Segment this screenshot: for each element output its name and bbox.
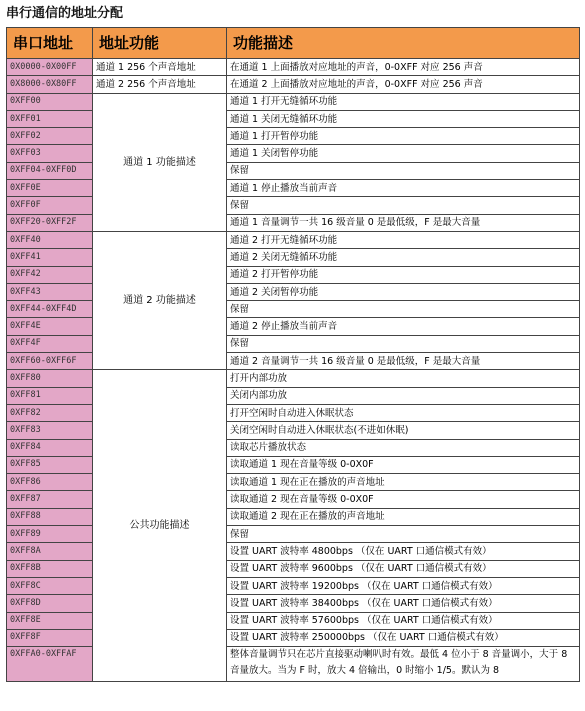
description-cell: 通道 2 停止播放当前声音 <box>227 318 580 335</box>
description-cell: 整体音量调节只在芯片直接驱动喇叭时有效。最低 4 位小于 8 音量调小，大于 8 音量放大。当为 F 时，放大 4 倍输出，0 时缩小 1/5。默认为 8 <box>227 647 580 682</box>
table-row <box>7 647 580 682</box>
table-row <box>7 110 580 127</box>
description-cell: 读取通道 1 现在正在播放的声音地址 <box>227 474 580 491</box>
table-row <box>7 370 580 387</box>
description-cell: 通道 2 关闭暂停功能 <box>227 283 580 300</box>
description-cell: 通道 1 停止播放当前声音 <box>227 180 580 197</box>
address-cell: 0XFF82 <box>7 404 93 421</box>
description-cell: 通道 2 关闭无缝循环功能 <box>227 249 580 266</box>
function-cell: 通道 2 256 个声音地址 <box>93 76 227 93</box>
description-cell: 读取芯片播放状态 <box>227 439 580 456</box>
table-row <box>7 560 580 577</box>
description-cell: 设置 UART 波特率 38400bps （仅在 UART 口通信模式有效） <box>227 595 580 612</box>
description-cell: 读取通道 1 现在音量等级 0-0X0F <box>227 456 580 473</box>
address-table <box>6 27 580 682</box>
table-row <box>7 629 580 646</box>
table-row <box>7 180 580 197</box>
address-cell: 0XFF4E <box>7 318 93 335</box>
table-row <box>7 128 580 145</box>
address-cell: 0XFF8A <box>7 543 93 560</box>
table-row <box>7 93 580 110</box>
description-cell: 设置 UART 波特率 57600bps （仅在 UART 口通信模式有效） <box>227 612 580 629</box>
description-cell: 保留 <box>227 526 580 543</box>
header-function-description: 功能描述 <box>227 28 580 59</box>
table-row <box>7 214 580 231</box>
address-cell: 0XFFA0-0XFFAF <box>7 647 93 682</box>
table-row <box>7 145 580 162</box>
description-cell: 通道 1 音量调节一共 16 级音量 0 是最低级，F 是最大音量 <box>227 214 580 231</box>
address-cell: 0XFF44-0XFF4D <box>7 301 93 318</box>
description-cell: 通道 2 打开暂停功能 <box>227 266 580 283</box>
table-row <box>7 612 580 629</box>
description-cell: 通道 1 打开无缝循环功能 <box>227 93 580 110</box>
description-cell: 在通道 1 上面播放对应地址的声音，0-0XFF 对应 256 声音 <box>227 59 580 76</box>
table-row <box>7 59 580 76</box>
description-cell: 关闭空闲时自动进入休眠状态(不进如休眠) <box>227 422 580 439</box>
address-cell: 0XFF04-0XFF0D <box>7 162 93 179</box>
table-row <box>7 335 580 352</box>
header-serial-address: 串口地址 <box>7 28 93 59</box>
description-cell: 设置 UART 波特率 250000bps （仅在 UART 口通信模式有效） <box>227 629 580 646</box>
table-row <box>7 266 580 283</box>
address-cell: 0X0000-0X00FF <box>7 59 93 76</box>
address-cell: 0XFF40 <box>7 231 93 248</box>
address-cell: 0XFF87 <box>7 491 93 508</box>
address-cell: 0XFF85 <box>7 456 93 473</box>
description-cell: 设置 UART 波特率 9600bps （仅在 UART 口通信模式有效） <box>227 560 580 577</box>
address-cell: 0XFF4F <box>7 335 93 352</box>
table-row <box>7 301 580 318</box>
table-row <box>7 404 580 421</box>
address-cell: 0XFF02 <box>7 128 93 145</box>
description-cell: 通道 2 音量调节一共 16 级音量 0 是最低级，F 是最大音量 <box>227 353 580 370</box>
description-cell: 设置 UART 波特率 19200bps （仅在 UART 口通信模式有效） <box>227 577 580 594</box>
description-cell: 关闭内部功放 <box>227 387 580 404</box>
address-cell: 0XFF01 <box>7 110 93 127</box>
address-cell: 0XFF84 <box>7 439 93 456</box>
address-cell: 0X8000-0X80FF <box>7 76 93 93</box>
address-cell: 0XFF60-0XFF6F <box>7 353 93 370</box>
table-row <box>7 543 580 560</box>
address-cell: 0XFF80 <box>7 370 93 387</box>
table-row <box>7 491 580 508</box>
address-cell: 0XFF8F <box>7 629 93 646</box>
address-cell: 0XFF41 <box>7 249 93 266</box>
table-row <box>7 508 580 525</box>
table-row <box>7 76 580 93</box>
address-cell: 0XFF8D <box>7 595 93 612</box>
table-row <box>7 162 580 179</box>
address-cell: 0XFF43 <box>7 283 93 300</box>
address-cell: 0XFF89 <box>7 526 93 543</box>
description-cell: 保留 <box>227 301 580 318</box>
table-row <box>7 474 580 491</box>
address-cell: 0XFF03 <box>7 145 93 162</box>
address-cell: 0XFF42 <box>7 266 93 283</box>
address-cell: 0XFF86 <box>7 474 93 491</box>
description-cell: 打开内部功放 <box>227 370 580 387</box>
address-cell: 0XFF8B <box>7 560 93 577</box>
table-row <box>7 318 580 335</box>
description-cell: 在通道 2 上面播放对应地址的声音，0-0XFF 对应 256 声音 <box>227 76 580 93</box>
description-cell: 通道 1 打开暂停功能 <box>227 128 580 145</box>
table-row <box>7 577 580 594</box>
group-cell-channel-2: 通道 2 功能描述 <box>93 231 227 369</box>
table-row <box>7 422 580 439</box>
address-cell: 0XFF00 <box>7 93 93 110</box>
address-cell: 0XFF83 <box>7 422 93 439</box>
address-cell: 0XFF20-0XFF2F <box>7 214 93 231</box>
address-cell: 0XFF8C <box>7 577 93 594</box>
description-cell: 保留 <box>227 335 580 352</box>
table-row <box>7 526 580 543</box>
description-cell: 通道 1 关闭无缝循环功能 <box>227 110 580 127</box>
description-cell: 保留 <box>227 162 580 179</box>
address-cell: 0XFF8E <box>7 612 93 629</box>
description-cell: 打开空闲时自动进入休眠状态 <box>227 404 580 421</box>
address-cell: 0XFF0F <box>7 197 93 214</box>
table-row <box>7 283 580 300</box>
table-row <box>7 439 580 456</box>
description-cell: 设置 UART 波特率 4800bps （仅在 UART 口通信模式有效） <box>227 543 580 560</box>
table-row <box>7 387 580 404</box>
address-cell: 0XFF0E <box>7 180 93 197</box>
table-row <box>7 456 580 473</box>
table-row <box>7 353 580 370</box>
description-cell: 读取通道 2 现在音量等级 0-0X0F <box>227 491 580 508</box>
header-address-function: 地址功能 <box>93 28 227 59</box>
description-cell: 保留 <box>227 197 580 214</box>
description-cell: 读取通道 2 现在正在播放的声音地址 <box>227 508 580 525</box>
description-cell: 通道 1 关闭暂停功能 <box>227 145 580 162</box>
table-row <box>7 197 580 214</box>
table-row <box>7 249 580 266</box>
table-row <box>7 595 580 612</box>
function-cell: 通道 1 256 个声音地址 <box>93 59 227 76</box>
group-cell-common: 公共功能描述 <box>93 370 227 682</box>
page-title: 串行通信的地址分配 <box>6 6 124 21</box>
address-cell: 0XFF81 <box>7 387 93 404</box>
table-row <box>7 231 580 248</box>
description-cell: 通道 2 打开无缝循环功能 <box>227 231 580 248</box>
address-cell: 0XFF88 <box>7 508 93 525</box>
group-cell-channel-1: 通道 1 功能描述 <box>93 93 227 231</box>
table-header-row <box>7 28 580 59</box>
